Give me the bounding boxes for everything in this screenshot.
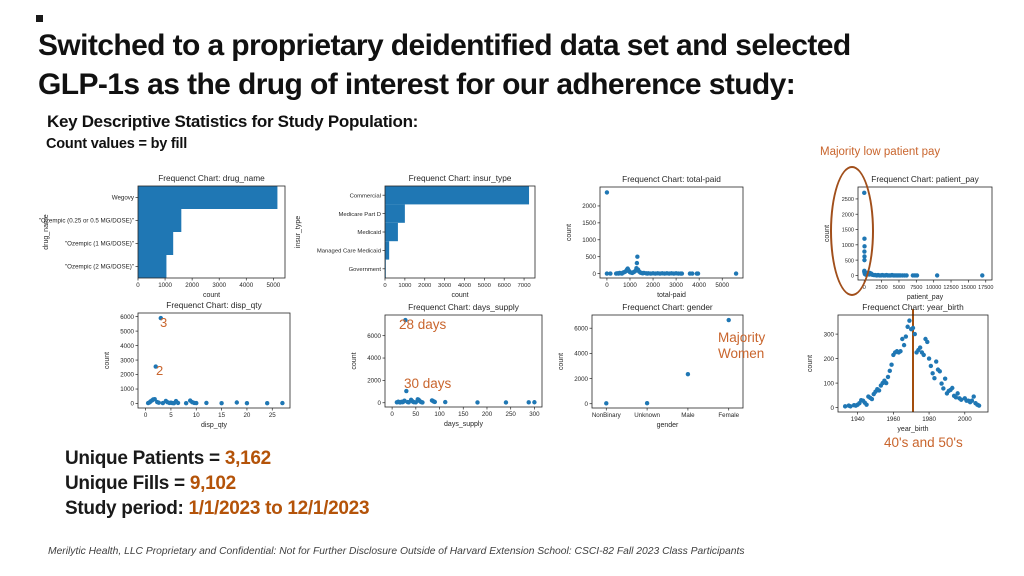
bar-drug_name-1 [138, 209, 181, 232]
ytick-label: 2500 [841, 197, 854, 204]
yaxis-label: drug_name [43, 214, 50, 250]
xtick-label: 3000 [438, 283, 452, 289]
ytick-label: Medicare Part D [338, 211, 381, 218]
yaxis-label: count [351, 352, 358, 370]
data-point [932, 376, 936, 380]
chart-title: Frequenct Chart: insur_type [408, 173, 512, 183]
chart-title: Frequenct Chart: year_birth [862, 302, 964, 312]
xtick-label: 0 [136, 282, 140, 289]
data-point [635, 254, 639, 258]
ytick-label: 500 [585, 253, 596, 261]
stat-unique-fills [65, 471, 369, 496]
chart-title: Frequenct Chart: total-paid [622, 174, 721, 184]
ytick-label: 1000 [841, 243, 854, 250]
chart-title: Frequenct Chart: gender [622, 302, 713, 312]
plot-frame [858, 187, 992, 280]
data-point [690, 271, 694, 275]
annotation-30-days: 30 days [404, 376, 452, 391]
chart-days_supply [351, 302, 542, 428]
ytick-label: Commercial [349, 193, 381, 200]
xtick-label: NonBinary [591, 412, 621, 419]
data-point [902, 343, 906, 347]
ytick-label: 0 [130, 400, 134, 408]
xtick-label: 5000 [477, 283, 491, 289]
confidentiality-footer: Merilytic Health, LLC Proprietary and Confidential: Not for Further Disclosure Outside of Harvard Extension School: CSCI-82 Fall 2023 Class Participants [48, 546, 745, 557]
subtitle-key-stats: Key Descriptive Statistics for Study Population: [47, 112, 419, 131]
annotation-disp-qty-2: 2 [156, 363, 164, 378]
xtick-label: 7500 [910, 285, 923, 291]
data-point [943, 376, 947, 380]
xaxis-label: total-paid [657, 292, 686, 299]
xtick-label: 4000 [239, 282, 254, 289]
ytick-label: 0 [377, 399, 381, 407]
data-point [980, 273, 984, 277]
xtick-label: 10 [192, 412, 200, 419]
chart-total_paid [566, 174, 743, 299]
data-point [680, 271, 684, 275]
xtick-label: 5000 [266, 282, 281, 289]
bar-insur_type-3 [385, 241, 389, 259]
annotation-28-days: 28 days [399, 317, 447, 332]
stat-value: 1/1/2023 to 12/1/2023 [188, 498, 370, 519]
xtick-label: 0 [390, 411, 394, 418]
xtick-label: 2500 [875, 285, 888, 291]
data-point [527, 400, 531, 404]
xaxis-label: disp_qty [200, 422, 228, 429]
xaxis-label: patient_pay [906, 294, 944, 301]
yaxis-label: count [566, 223, 573, 242]
plot-frame [600, 187, 743, 278]
xaxis-label: year_birth [897, 426, 929, 433]
data-point [915, 273, 919, 277]
data-point [889, 363, 893, 367]
data-point [950, 386, 954, 390]
xaxis-label: count [451, 292, 469, 299]
ytick-label: 4000 [574, 350, 588, 358]
xtick-label: 4000 [692, 282, 707, 289]
xtick-label: 1000 [158, 282, 172, 289]
stat-value: 3,162 [224, 448, 271, 469]
data-point [935, 273, 939, 277]
xtick-label: 150 [458, 411, 469, 418]
data-point [532, 400, 536, 404]
ytick-label: 1500 [841, 227, 854, 234]
xtick-label: 1980 [922, 416, 936, 423]
data-point [727, 318, 731, 322]
xtick-label: 0 [143, 412, 148, 419]
yaxis-label: count [104, 351, 111, 370]
data-point [925, 340, 929, 344]
yaxis-label: count [558, 352, 565, 371]
xtick-label: 0 [383, 283, 387, 289]
data-point [907, 318, 911, 322]
ytick-label: 2000 [120, 371, 134, 379]
ytick-label: 1500 [582, 220, 596, 228]
annotation-majority-low-patient-pay: Majority low patient pay [820, 146, 941, 158]
xtick-label: 5 [169, 412, 173, 419]
xtick-label: 1940 [850, 416, 865, 423]
xtick-label: 5000 [892, 285, 906, 291]
xtick-label: 50 [412, 411, 420, 418]
stat-label: Study period: [65, 498, 189, 519]
data-point [900, 337, 904, 341]
title-line-1: Switched to a proprietary deidentified data set and selected [38, 29, 851, 62]
xtick-label: 25 [268, 412, 276, 419]
data-point [433, 400, 437, 404]
data-point [972, 394, 976, 398]
ytick-label: 6000 [367, 332, 381, 340]
xtick-label: 200 [481, 411, 493, 418]
xtick-label: 20 [243, 412, 251, 419]
xtick-label: Female [718, 412, 740, 419]
data-point [635, 261, 639, 265]
data-point [939, 381, 943, 385]
data-point [475, 400, 479, 404]
chart-title: Frequenct Chart: disp_qty [166, 300, 262, 310]
yaxis-label: insur_type [295, 215, 302, 249]
data-point [604, 401, 608, 405]
title-line-2: GLP-1s as the drug of interest for our adherence study: [38, 68, 796, 101]
data-point [864, 402, 868, 406]
ytick-label: 2000 [841, 212, 854, 219]
annotation-disp-qty-3: 3 [160, 315, 168, 330]
data-point [905, 325, 909, 329]
xtick-label: 1000 [623, 282, 637, 289]
data-point [696, 271, 700, 275]
data-point [904, 273, 908, 277]
ytick-label: "Ozempic (1 MG/DOSE)" [64, 240, 134, 248]
xtick-label: 2000 [646, 282, 660, 289]
xtick-label: 4000 [457, 283, 472, 289]
data-point [605, 190, 609, 194]
chart-title: Frequenct Chart: patient_pay [871, 174, 979, 184]
data-point [884, 381, 888, 385]
data-point [734, 271, 738, 275]
data-point [157, 400, 161, 404]
ytick-label: "Ozempic (2 MG/DOSE)" [64, 263, 134, 271]
ytick-label: Managed Care Medicaid [316, 248, 381, 255]
bar-insur_type-0 [385, 186, 529, 204]
ytick-label: 1000 [120, 386, 134, 394]
data-point [504, 400, 508, 404]
xtick-label: 2000 [957, 416, 972, 423]
ytick-label: 0 [592, 270, 596, 278]
xaxis-label: days_supply [444, 421, 483, 428]
data-point [645, 401, 649, 405]
stat-value: 9,102 [189, 473, 236, 494]
yaxis-label: count [807, 354, 814, 373]
data-point [608, 271, 612, 275]
xtick-label: 2000 [185, 282, 200, 289]
xtick-label: 300 [529, 411, 540, 418]
ytick-label: 2000 [582, 203, 596, 211]
xtick-label: 100 [434, 411, 445, 418]
data-point [219, 401, 223, 405]
data-point [904, 334, 908, 338]
xtick-label: 17500 [978, 285, 994, 291]
data-point [877, 388, 881, 392]
xtick-label: 7000 [517, 283, 531, 289]
ytick-label: 100 [823, 380, 834, 388]
stat-label: Unique Fills = [65, 473, 190, 494]
data-point [922, 353, 926, 357]
data-point [443, 400, 447, 404]
data-point [941, 386, 945, 390]
data-point [194, 401, 198, 405]
data-point [955, 391, 959, 395]
xtick-label: 1960 [886, 416, 901, 423]
data-point [970, 399, 974, 403]
low-patient-pay-ellipse-annotation [830, 166, 874, 296]
data-point [977, 403, 981, 407]
xtick-label: 15 [218, 412, 226, 419]
ytick-label: 4000 [120, 342, 134, 350]
bar-drug_name-3 [138, 255, 166, 278]
chart-gender [558, 302, 743, 429]
ytick-label: 2000 [574, 375, 588, 383]
data-point [929, 364, 933, 368]
xaxis-label: count [202, 292, 221, 299]
chart-year_birth [807, 302, 988, 433]
chart-title: Frequenct Chart: days_supply [408, 302, 519, 312]
plot-frame [592, 315, 743, 408]
xtick-label: 1000 [398, 283, 412, 289]
xtick-label: Male [681, 412, 695, 419]
data-point [204, 401, 208, 405]
data-point [918, 345, 922, 349]
data-point [176, 401, 180, 405]
data-point [911, 326, 915, 330]
summary-stats [65, 446, 369, 521]
xtick-label: 0 [862, 285, 866, 291]
xtick-label: 5000 [715, 282, 730, 289]
xaxis-label: gender [656, 422, 679, 429]
yaxis-label: count [824, 224, 831, 243]
data-point [930, 371, 934, 375]
ytick-label: 3000 [120, 357, 134, 365]
ytick-label: 5000 [120, 328, 134, 336]
bar-drug_name-2 [138, 232, 173, 255]
data-point [898, 349, 902, 353]
data-point [245, 401, 249, 405]
ytick-label: 0 [850, 273, 854, 280]
data-point [420, 400, 424, 404]
ytick-label: 0 [830, 404, 834, 412]
data-point [913, 332, 917, 336]
ytick-label: "Ozempic (0.25 or 0.5 MG/DOSE)" [38, 217, 134, 225]
ytick-label: Government [348, 267, 381, 273]
data-point [934, 359, 938, 363]
xtick-label: 3000 [212, 282, 227, 289]
data-point [938, 369, 942, 373]
xtick-label: 6000 [497, 283, 511, 289]
data-point [184, 401, 188, 405]
xtick-label: 3000 [669, 282, 683, 289]
chart-insur_type [295, 173, 535, 299]
data-point [235, 400, 239, 404]
subtitle-count-values: Count values = by fill [46, 136, 188, 152]
chart-drug_name [39, 173, 285, 299]
data-point [886, 375, 890, 379]
ytick-label: 4000 [367, 355, 381, 363]
data-point [888, 369, 892, 373]
data-point [927, 356, 931, 360]
xtick-label: 10000 [926, 285, 942, 291]
chart-disp_qty [104, 300, 290, 429]
ytick-label: 200 [823, 355, 834, 363]
xtick-label: Unknown [634, 412, 660, 419]
data-point [265, 401, 269, 405]
ytick-label: 2000 [367, 377, 381, 385]
ytick-label: 300 [823, 331, 834, 339]
xtick-label: 0 [605, 282, 609, 289]
data-point [280, 401, 284, 405]
stat-study-period [65, 496, 369, 521]
data-point [870, 397, 874, 401]
stat-unique-patients [65, 446, 369, 471]
bar-insur_type-1 [385, 204, 405, 222]
ytick-label: Medicaid [357, 230, 381, 237]
ytick-label: 6000 [574, 325, 588, 333]
ytick-label: 0 [584, 400, 588, 408]
ytick-label: 1000 [582, 236, 596, 244]
xtick-label: 12500 [943, 285, 959, 291]
bar-drug_name-0 [138, 186, 277, 209]
xtick-label: 15000 [960, 285, 977, 291]
xtick-label: 2000 [418, 283, 432, 289]
ytick-label: 500 [844, 258, 854, 265]
data-point [686, 372, 690, 376]
annotation-forties-fifties: 40's and 50's [884, 435, 963, 450]
ytick-label: 6000 [120, 313, 134, 321]
bar-insur_type-2 [385, 223, 398, 241]
ytick-label: Wegovy [111, 194, 134, 202]
xtick-label: 250 [505, 411, 516, 418]
stat-label: Unique Patients = [65, 448, 225, 469]
annotation-majority-women: Majority Women [718, 330, 766, 361]
chart-title: Frequenct Chart: drug_name [158, 173, 265, 183]
